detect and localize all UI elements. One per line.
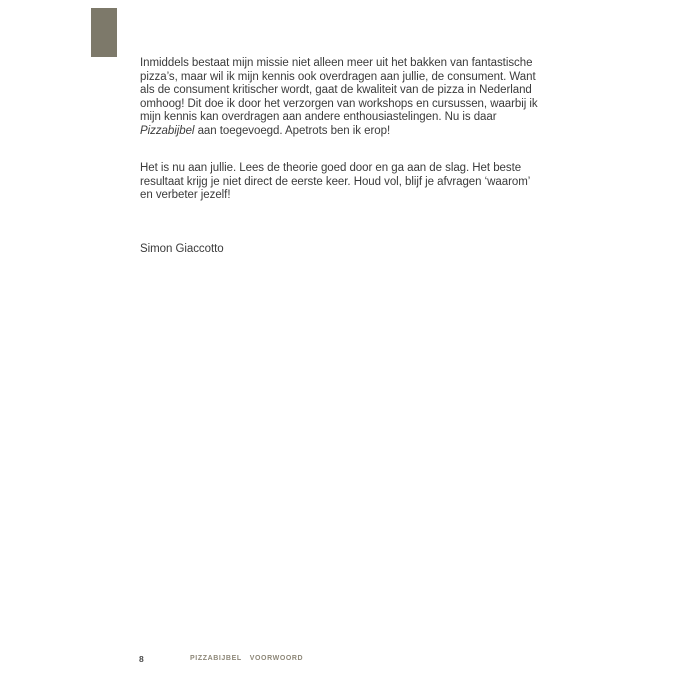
running-head — [190, 655, 303, 662]
paragraph-1-text-before: Inmiddels bestaat mijn missie niet alleen meer uit het bakken van fantastische pizza’s, maar wil ik mijn kennis ook overdragen aan jullie, de consument. Want als de consument kritischer wordt, gaat de kwaliteit van de pizza in Nederland omhoog! Dit doe ik door het verzorgen van workshops en cursussen, waarbij ik mijn kennis kan overdragen aan andere enthousiastelingen. Nu is daar — [140, 57, 538, 123]
paragraph-1-text-after: aan toegevoegd. Apetrots ben ik erop! — [194, 124, 391, 137]
book-title-italic: Pizzabijbel — [140, 124, 195, 137]
running-head-book-title: PIZZABIJBEL — [190, 655, 242, 662]
author-signature: Simon Giaccotto — [140, 242, 224, 255]
paragraph-1 — [140, 57, 538, 138]
paragraph-2: Het is nu aan jullie. Lees de theorie goed door en ga aan de slag. Het beste resultaat krijg je niet direct de eerste keer. Houd vol, blijf je afvragen ‘waarom’ en verbeter jezelf! — [140, 162, 530, 201]
running-head-chapter: VOORWOORD — [249, 655, 304, 662]
foreword-text-block — [140, 57, 538, 256]
chapter-tab-marker — [91, 8, 117, 57]
page-footer — [0, 652, 700, 668]
page-number: 8 — [139, 654, 144, 664]
